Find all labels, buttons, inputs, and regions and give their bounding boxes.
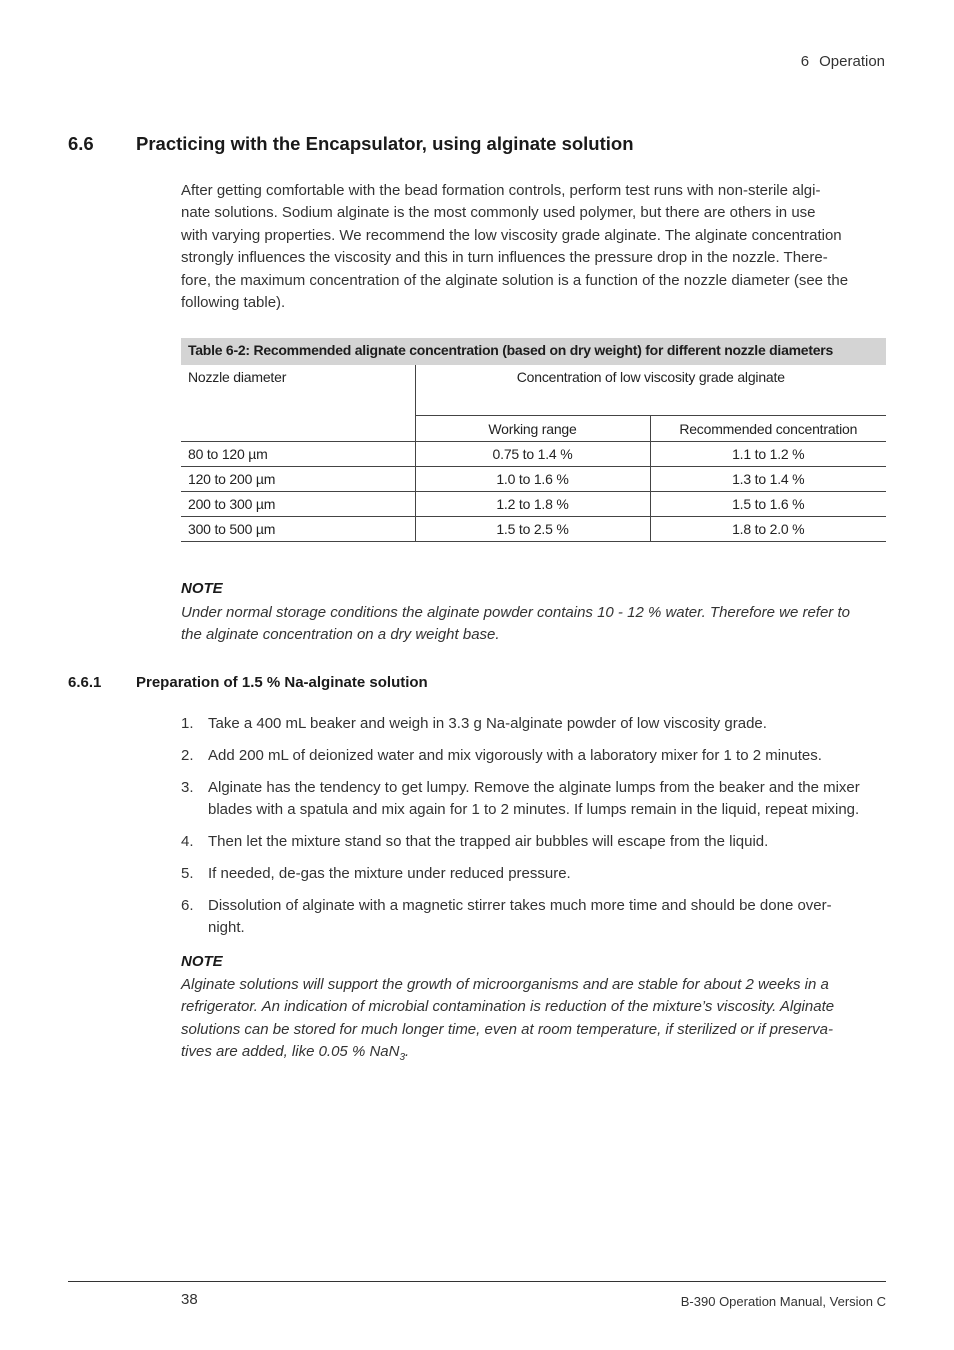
step-line: Take a 400 mL beaker and weigh in 3.3 g Na-alginate powder of low viscosity grade. [208,715,767,732]
concentration-table [181,338,886,542]
cell-nozzle: 120 to 200 µm [181,467,415,492]
note-title: NOTE [181,953,223,970]
note-line [181,1041,886,1069]
table-row [181,442,886,467]
note-text [181,602,891,647]
table-header-row [181,365,886,416]
step-line: Then let the mixture stand so that the trapped air bubbles will escape from the liquid. [208,833,769,851]
header-nozzle-diameter: Nozzle diameter [181,365,415,442]
intro-line: nate solutions. Sodium alginate is the most commonly used polymer, but there are others in use [181,204,816,222]
cell-working: 0.75 to 1.4 % [415,442,650,467]
note-line-text: tives are added, like 0.05 % NaN [181,1043,400,1061]
cell-working: 1.5 to 2.5 % [415,517,650,542]
step-line: Dissolution of alginate with a magnetic stirrer takes much more time and should be done over- [208,896,832,914]
subscript-three: 3 [399,1052,406,1064]
step-number: 5. [181,865,194,883]
cell-recommended: 1.1 to 1.2 % [650,442,886,467]
section-title: Practicing with the Encapsulator, using alginate solution [136,133,634,154]
note-line: Under normal storage conditions the alginate powder contains 10 - 12 % water. Therefore we refer to [181,604,850,621]
intro-line: with varying properties. We recommend the low viscosity grade alginate. The alginate concentration [181,226,842,244]
intro-line: following table). [181,294,286,312]
intro-paragraph [181,180,886,314]
step-line: If needed, de-gas the mixture under reduced pressure. [208,865,571,883]
step-line: blades with a spatula and mix again for 1 to 2 minutes. If lumps remain in the liquid, repeat mixing. [208,801,860,819]
table-row [181,467,886,492]
note-text [181,974,886,1070]
list-item [181,713,886,735]
cell-nozzle: 300 to 500 µm [181,517,415,542]
header-concentration-group: Concentration of low viscosity grade alginate [415,365,886,416]
cell-working: 1.2 to 1.8 % [415,492,650,517]
step-number: 3. [181,778,194,796]
cell-recommended: 1.3 to 1.4 % [650,467,886,492]
chapter-title: Operation [819,53,885,70]
section-number: 6.6 [68,133,94,154]
intro-line: After getting comfortable with the bead formation controls, perform test runs with non-sterile algi- [181,182,821,199]
cell-working: 1.0 to 1.6 % [415,467,650,492]
table-caption: Table 6-2: Recommended alignate concentration (based on dry weight) for different nozzle diameters [181,338,886,365]
section-heading [68,133,634,155]
step-number: 4. [181,833,194,851]
header-recommended: Recommended concentration [650,416,886,442]
note-title: NOTE [181,580,223,597]
note-line: solutions can be stored for much longer time, even at room temperature, if sterilized or if preserva- [181,1020,833,1038]
note-line: Alginate solutions will support the growth of microorganisms and are stable for about 2 weeks in a [181,976,829,993]
note-line: the alginate concentration on a dry weight base. [181,626,500,644]
list-item [181,895,886,940]
intro-line: strongly influences the viscosity and this in turn influences the pressure drop in the nozzle. There- [181,249,828,267]
running-header [801,53,885,70]
cell-nozzle: 200 to 300 µm [181,492,415,517]
note-line-end: . [405,1043,410,1061]
subsection-heading [68,674,428,691]
manual-title: B-390 Operation Manual, Version C [680,1294,886,1309]
intro-line: fore, the maximum concentration of the alginate solution is a function of the nozzle diameter (see the [181,271,849,289]
step-number: 6. [181,896,194,914]
cell-recommended: 1.5 to 1.6 % [650,492,886,517]
chapter-number: 6 [800,53,810,70]
cell-recommended: 1.8 to 2.0 % [650,517,886,542]
step-line: night. [208,919,245,937]
list-item [181,831,886,853]
step-line: Alginate has the tendency to get lumpy. Remove the alginate lumps from the beaker and the mixer [208,778,860,796]
step-number: 1. [181,715,194,732]
table-row [181,517,886,542]
subsection-number: 6.6.1 [68,674,102,691]
list-item [181,863,886,885]
header-working-range: Working range [415,416,650,442]
footer-divider [68,1281,886,1282]
table-grid [181,365,886,542]
preparation-steps [181,713,886,949]
table-row [181,492,886,517]
subsection-title: Preparation of 1.5 % Na-alginate solution [136,674,428,691]
list-item [181,745,886,767]
list-item [181,777,886,822]
page-number: 38 [181,1291,198,1308]
cell-nozzle: 80 to 120 µm [181,442,415,467]
step-line: Add 200 mL of deionized water and mix vigorously with a laboratory mixer for 1 to 2 minutes. [208,746,822,764]
step-number: 2. [181,746,194,764]
note-line: refrigerator. An indication of microbial contamination is reduction of the mixture’s viscosity. Alginate [181,998,835,1016]
